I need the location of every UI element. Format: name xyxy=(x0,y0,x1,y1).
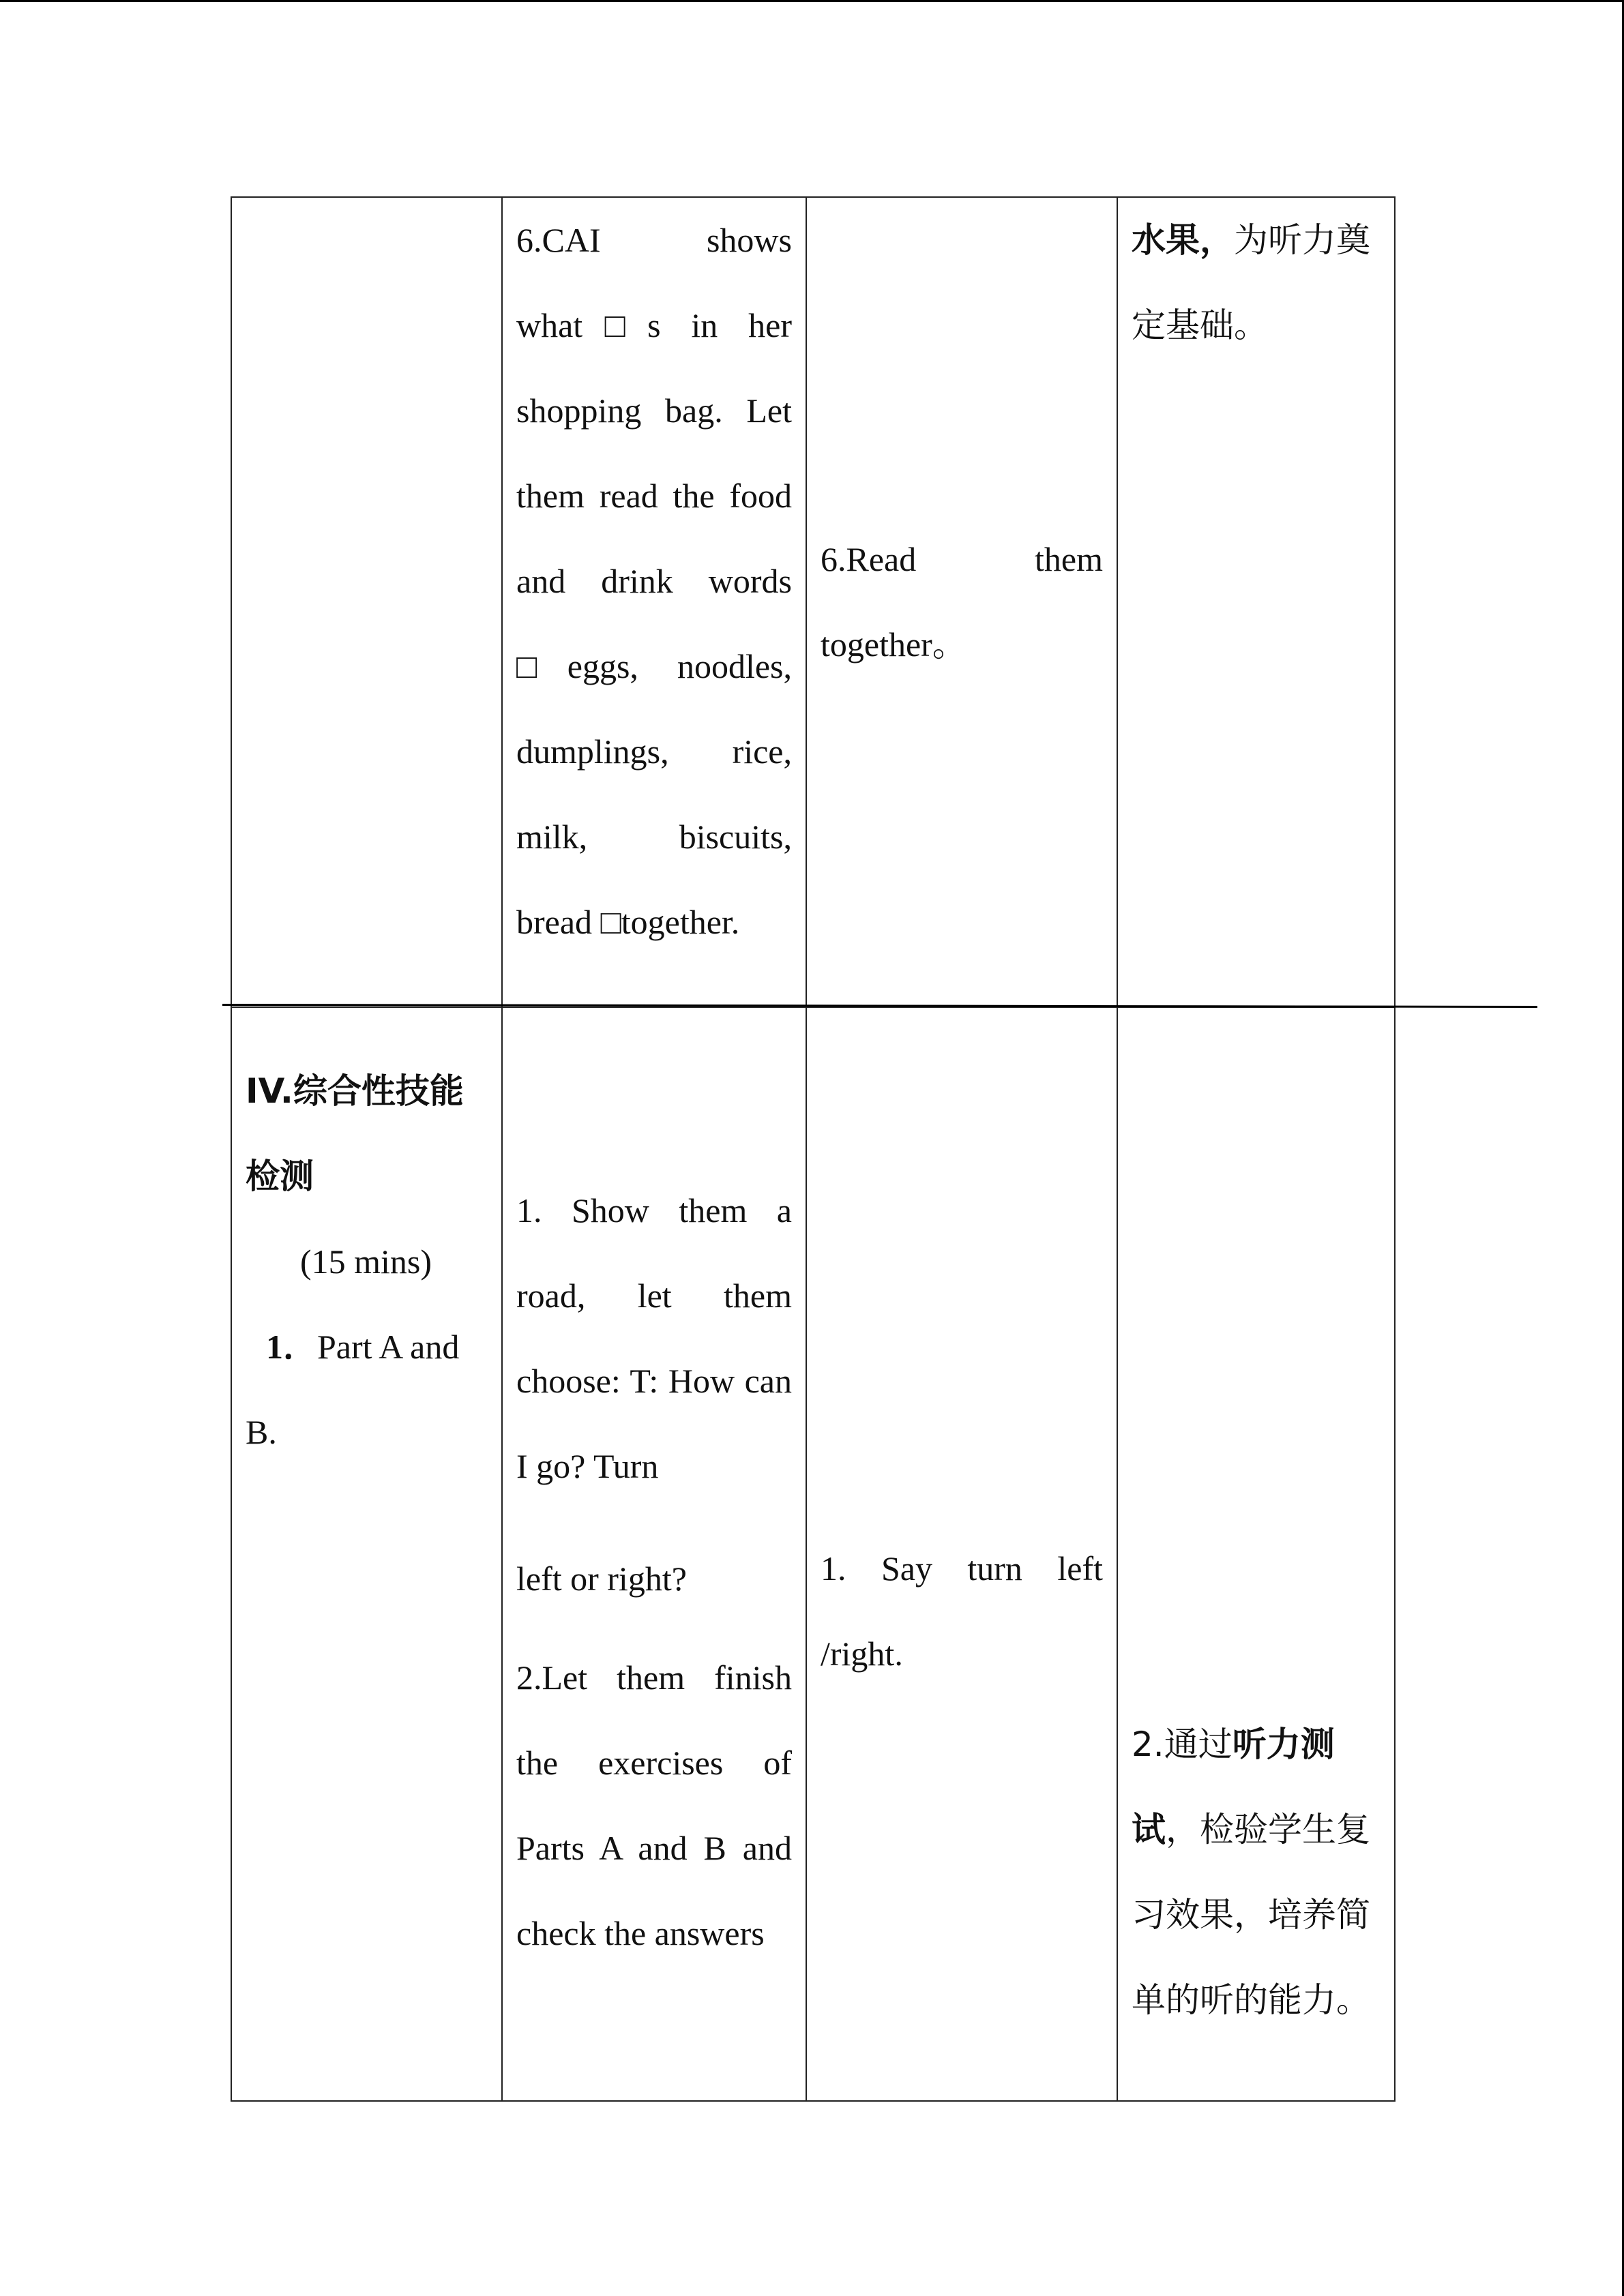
purpose-text: ，检验学生复习效果，培养简单的听的能力。 xyxy=(1132,1810,1370,2020)
part-label: Part A and B. xyxy=(246,1328,460,1451)
purpose-cell xyxy=(1117,1007,1395,2101)
teacher-activity-text: 6.CAI shows what□s in her shopping bag. Let them read the food and drink words □eggs, noodles, dumplings, rice, milk, biscuits, bread □together. xyxy=(516,221,792,941)
teacher-activity-cell xyxy=(502,1007,806,2101)
purpose-text: 为听力奠定基础。 xyxy=(1132,220,1370,345)
stage-duration: (15 mins) xyxy=(300,1242,432,1281)
table-row xyxy=(231,197,1395,1007)
page-top-border xyxy=(0,0,1624,2)
student-activity-text: 6.Read them together。 xyxy=(821,540,1103,664)
purpose-bold-text: 听力测试 xyxy=(1132,1725,1335,1849)
stage-cell xyxy=(231,1007,502,2101)
stage-cell-empty xyxy=(231,197,502,1007)
student-activity-cell xyxy=(806,197,1117,1007)
part-number: 1． xyxy=(266,1328,317,1366)
purpose-cell xyxy=(1117,197,1395,1007)
teacher-step-1: 1. Show them a road, let them choose: T: How can I go? Turn xyxy=(516,1191,792,1485)
student-activity-text: 1. Say turn left /right. xyxy=(821,1549,1103,1673)
student-activity-cell xyxy=(806,1007,1117,2101)
table-row xyxy=(231,1007,1395,2101)
purpose-prefix: 2.通过 xyxy=(1132,1725,1232,1764)
teacher-activity-cell xyxy=(502,197,806,1007)
teacher-step-2: 2.Let them finish the exercises of Parts A and B and check the answers xyxy=(516,1658,792,1952)
lesson-plan-table xyxy=(231,196,1396,2102)
stage-title: IV.综合性技能检测 xyxy=(246,1071,464,1196)
purpose-bold-text: 水果， xyxy=(1132,220,1234,260)
teacher-step-1-continued: left or right? xyxy=(516,1560,687,1598)
